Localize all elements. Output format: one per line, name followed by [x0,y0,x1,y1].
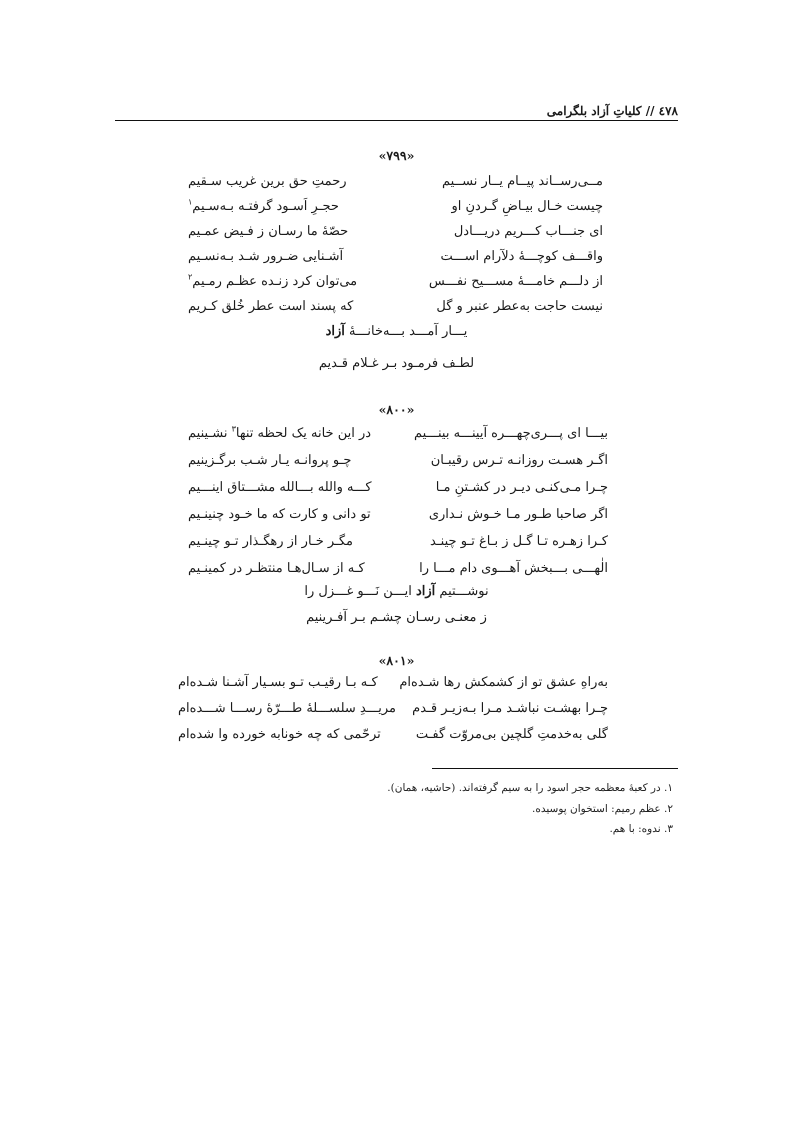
couplet [188,557,608,581]
hemistich-second: که پسند است عطر خُلق کـریم [188,299,354,314]
couplet [188,195,603,219]
hemistich-second: آشـنایی ضـرور شـد بـه‌نسـیم [188,249,344,264]
hemistich-second: مگـر خـار از رهگـذار تـو چینـیم [188,534,354,549]
couplet [188,476,608,500]
hemistich-first: گلی به‌خدمتِ گلچین بی‌مروّت گفـت [415,727,608,742]
couplet [188,270,603,294]
hemistich-first: به‌راهِ عشق تو از کشمکش رها شـده‌ام [399,675,608,690]
footnote: ۲. عظم رمیم: استخوان پوسیده. [532,803,673,815]
couplet [188,170,603,194]
hemistich-first: بیـــا ای پـــری‌چهـــره آیینـــه بینـــیم [413,426,608,441]
maqta-text: ایـــن نَـــو غـــزل را [304,584,416,599]
hemistich-text: می‌توان کرد زنـده عظـم رمـیم [192,274,358,289]
hemistich-second: مریـــدِ سلســـلهٔ طـــرّهٔ رســـا شـــده‌ام [178,701,396,716]
footnote: ۱. در کعبهٔ معظمه حجر اسود را به سیم گرفته‌اند. (حاشیه، همان). [387,782,673,794]
pen-name: آزاد [325,324,345,339]
poem-number: «۷۹۹» [378,148,415,163]
running-head-text [547,104,678,118]
footnote-ref: ۳ [231,424,236,434]
couplet [188,449,608,473]
couplet [178,671,608,695]
hemistich-second: تو دانی و کارت که ما خـود چنینـیم [188,507,371,522]
maqta-text: ز معنـی رسـان چشـم بـر آفـرینیم [306,610,487,625]
hemistich-text: نشـینیم [188,426,232,441]
couplet [178,723,608,747]
couplet [188,530,608,554]
hemistich-second [188,270,357,294]
couplet [188,422,608,446]
footnote-ref: ۲ [188,272,193,282]
hemistich-second: کـه بـا رقیـب تـو بسـیار آشـنا شـده‌ام [178,675,378,690]
hemistich-second: ترحّمی که چه خونابه خورده وا شده‌ام [178,727,381,742]
maqta-text: نوشـــتیم [435,584,489,599]
maqta-line [0,580,793,604]
hemistich-first: ای جنـــاب کـــریم دریـــادل [453,224,603,239]
hemistich-first: چـرا مـی‌کنـی دیـر در کشـتنِ مـا [435,480,608,495]
separator: // [645,104,655,118]
maqta-line [0,352,793,376]
hemistich-text: در این خانه یک لحظه تنها [235,426,372,441]
hemistich-first: کـرا زهـره تـا گـل ز بـاغ تـو چینـد [430,534,608,549]
footnote-rule [432,768,678,769]
hemistich-text: حجـرِ اَسـود گرفتـه بـه‌سـیم [192,199,339,214]
book-title: کلیاتِ آزاد بلگرامی [546,104,642,118]
couplet [188,503,608,527]
maqta-text: لطـف فرمـود بـر غـلام قـدیم [318,356,475,371]
hemistich-first: نیست حاجت به‌عطر عنبر و گل [436,299,603,314]
page-number: ٤٧٨ [658,104,678,118]
hemistich-first: چـرا بهشـت نباشـد مـرا بـه‌زیـر قـدم [412,701,608,716]
maqta-text: یـــار آمـــد بـــه‌خانـــهٔ [344,324,468,339]
hemistich-second: کـــه والله بـــالله مشـــتاق اینـــیم [188,480,372,495]
hemistich-second [188,422,371,446]
hemistich-second [188,195,339,219]
couplet [188,295,603,319]
maqta-line [0,606,793,630]
hemistich-first: واقـــف کوچـــهٔ دلآرام اســـت [440,249,603,264]
poem-number: «۸۰۱» [378,653,415,668]
footnote: ۳. ندوه: با هم. [609,823,673,835]
hemistich-second: حصّهٔ ما رسـان ز فـیض عمـیم [188,224,349,239]
hemistich-second: کـه از سـال‌هـا منتظـر در کمینـیم [188,561,365,576]
maqta-line [0,320,793,344]
couplet [188,220,603,244]
couplet [178,697,608,721]
hemistich-first: مــی‌رســاند پیــام یــار نســیم [441,174,603,189]
footnote-ref: ۱ [188,197,193,207]
hemistich-first: اگـر هسـت روزانـه تـرس رقیبـان [430,453,608,468]
hemistich-second: رحمتِ حق برین غریب سـقیم [188,174,347,189]
hemistich-first: از دلـــم خامـــهٔ مســـیح نفـــس [428,274,603,289]
hemistich-first: چیست خـال بیـاضِ گـردنِ او [451,199,603,214]
pen-name: آزاد [415,584,436,599]
poem-number: «۸۰۰» [378,402,415,417]
hemistich-second: چـو پروانـه یـار شـب برگـزینیم [188,453,352,468]
couplet [188,245,603,269]
hemistich-first: اگر صاحبا طـور مـا خـوش نـداری [428,507,608,522]
running-head [115,96,678,121]
hemistich-first: الٰهـــی بـــبخش آهـــوی دام مـــا را [419,561,608,576]
